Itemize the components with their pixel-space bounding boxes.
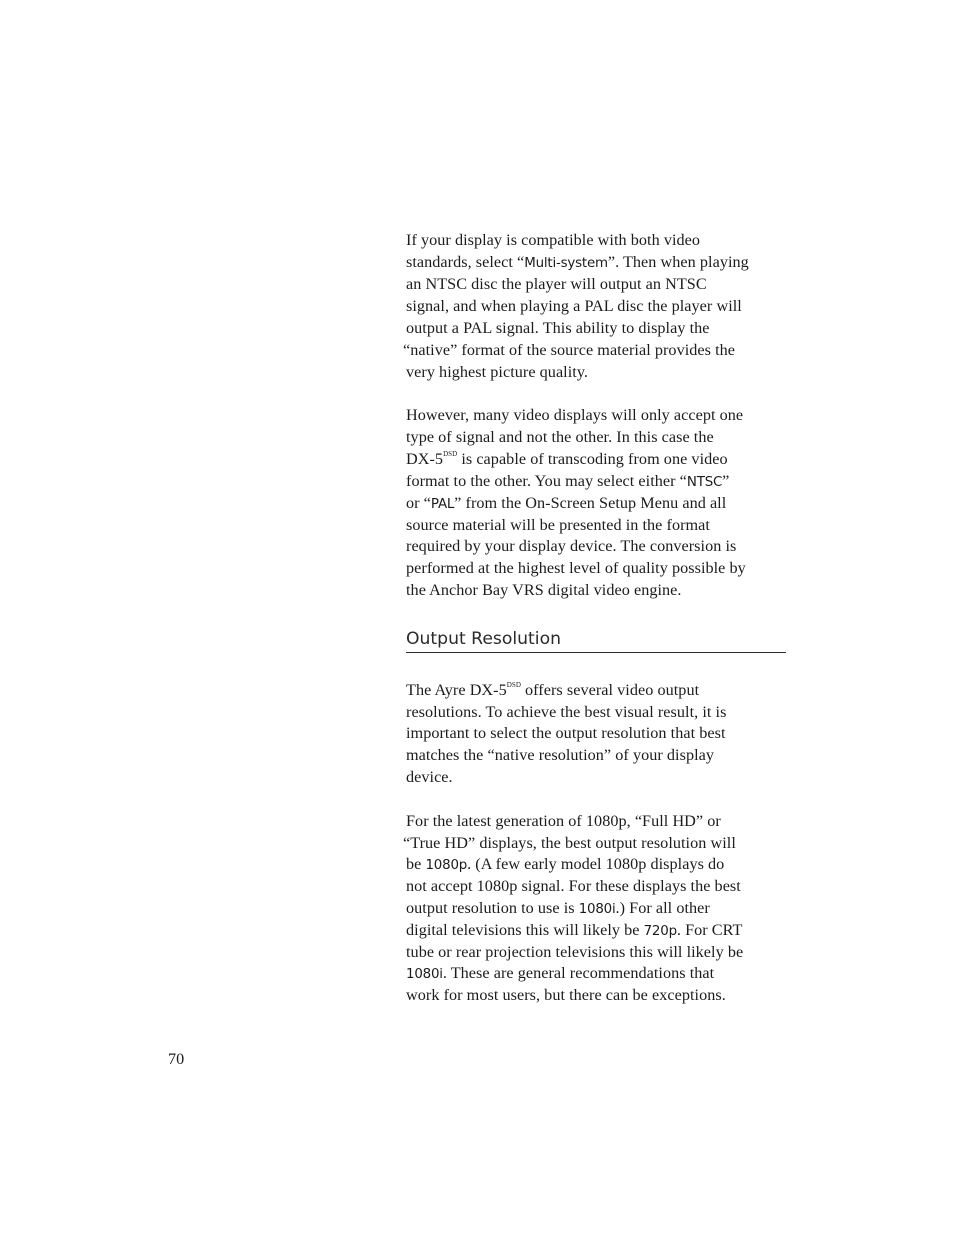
text-line: matches the “native resolution” of your display xyxy=(406,746,715,764)
page-number: 70 xyxy=(168,1050,185,1068)
text-line: not accept 1080p signal. For these displays the best xyxy=(406,877,741,895)
text-span: . These are general recommendations that xyxy=(442,964,715,982)
text-span: offers several video output xyxy=(520,681,700,699)
text-line: “True HD” displays, the best output resolution will xyxy=(403,834,736,852)
text-line: an NTSC disc the player will output an NTSC xyxy=(406,275,707,293)
heading-rule xyxy=(406,652,786,653)
text-line xyxy=(406,493,792,515)
resolution-term: 1080i xyxy=(406,967,443,982)
text-line: very highest picture quality. xyxy=(406,363,589,381)
text-line: tube or rear projection televisions this will likely be xyxy=(406,943,744,961)
text-line xyxy=(406,680,792,700)
text-span: .) For all other xyxy=(615,899,710,917)
text-line: However, many video displays will only accept one xyxy=(406,406,744,424)
text-line xyxy=(406,963,792,985)
resolution-term: 1080p xyxy=(425,858,468,873)
text-span: . For CRT xyxy=(676,921,743,939)
menu-option-term: NTSC xyxy=(686,475,723,490)
text-line xyxy=(406,854,792,876)
text-span: standards, select “ xyxy=(406,253,525,271)
text-line: signal, and when playing a PAL disc the player will xyxy=(406,297,742,315)
text-line: resolutions. To achieve the best visual result, it is xyxy=(406,703,727,721)
text-span: . (A few early model 1080p displays do xyxy=(467,855,725,873)
text-span: ” from the On-Screen Setup Menu and all xyxy=(454,494,727,512)
text-line: If your display is compatible with both video xyxy=(406,231,701,249)
section-heading: Output Resolution xyxy=(406,629,561,649)
text-line: type of signal and not the other. In this case the xyxy=(406,428,714,446)
text-line xyxy=(406,920,792,942)
text-line xyxy=(406,449,792,469)
text-line xyxy=(406,252,792,274)
text-line: device. xyxy=(406,768,453,786)
text-span: DX-5 xyxy=(406,450,444,468)
text-span: is capable of transcoding from one video xyxy=(457,450,728,468)
text-span: format to the other. You may select either “ xyxy=(406,472,687,490)
text-line xyxy=(406,471,792,493)
text-line: performed at the highest level of quality possible by xyxy=(406,559,746,577)
text-line: important to select the output resolution that best xyxy=(406,724,726,742)
text-line: the Anchor Bay VRS digital video engine. xyxy=(406,581,682,599)
resolution-term: 720p xyxy=(643,924,677,939)
text-line: For the latest generation of 1080p, “Full HD” or xyxy=(406,812,721,830)
menu-option-term: Multi-system xyxy=(524,256,608,271)
text-line: output a PAL signal. This ability to display the xyxy=(406,319,710,337)
text-line: “native” format of the source material provides the xyxy=(403,341,736,359)
text-line: required by your display device. The conversion is xyxy=(406,537,737,555)
menu-option-term: PAL xyxy=(430,497,455,512)
text-span: digital televisions this will likely be xyxy=(406,921,644,939)
text-line: work for most users, but there can be exceptions. xyxy=(406,986,726,1004)
text-span: The Ayre DX-5 xyxy=(406,681,507,699)
text-span: be xyxy=(406,855,426,873)
resolution-term: 1080i xyxy=(578,902,616,917)
superscript-dsd: DSD xyxy=(506,681,521,689)
text-line xyxy=(406,898,792,920)
text-line: source material will be presented in the format xyxy=(406,516,710,534)
text-span: output resolution to use is xyxy=(406,899,579,917)
text-span: or “ xyxy=(406,494,431,512)
text-span: ” xyxy=(722,472,730,490)
superscript-dsd: DSD xyxy=(443,450,458,458)
text-span: ”. Then when playing xyxy=(607,253,749,271)
